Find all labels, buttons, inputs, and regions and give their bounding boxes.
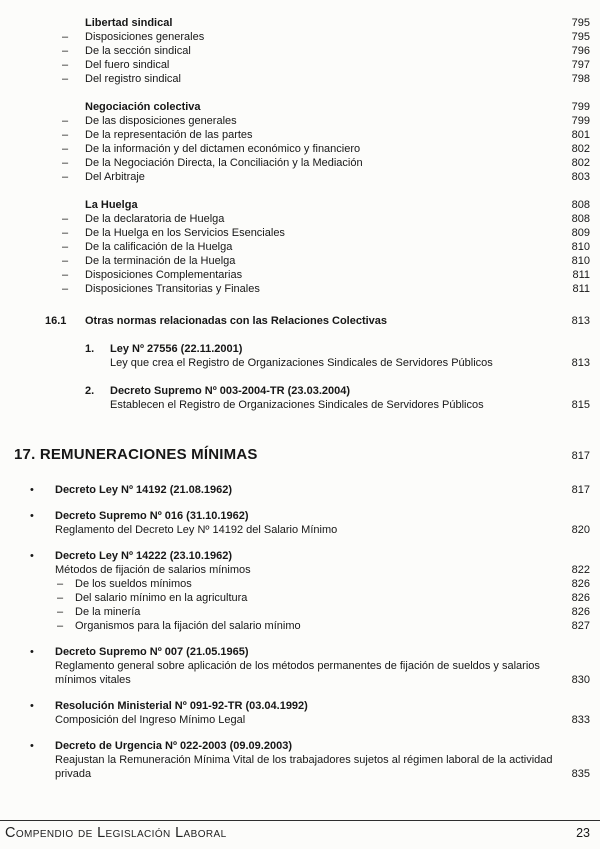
toc-item [62, 44, 590, 58]
dash-marker: – [62, 143, 69, 155]
toc-group-heading [85, 100, 590, 114]
page-number: 830 [571, 674, 590, 686]
toc-item [62, 156, 590, 170]
entry-title-row [30, 645, 590, 659]
toc-item [62, 128, 590, 142]
chapter-entries [30, 483, 590, 781]
entry-desc-row [55, 713, 590, 727]
toc-item [62, 170, 590, 184]
toc-item-label: De la declaratoria de Huelga [85, 213, 225, 225]
footer-row [0, 821, 600, 849]
entry-title-row [30, 549, 590, 563]
page-number: 820 [571, 524, 590, 536]
dash-marker: – [62, 213, 69, 225]
dash-marker: – [62, 115, 69, 127]
entry-description: Reajustan la Remuneración Mínima Vital de los trabajadores sujetos al régimen laboral de la actividad privada [55, 754, 553, 780]
page-number: 797 [571, 59, 590, 71]
bullet-icon: • [30, 550, 34, 562]
table-of-contents [0, 16, 590, 781]
toc-entry-dl-14192 [30, 483, 590, 497]
toc-item-label: De la información y del dictamen económico y financiero [85, 143, 361, 155]
toc-entry-dl-14222 [30, 549, 590, 633]
entry-title-row [30, 739, 590, 753]
page-number: 826 [571, 606, 590, 618]
toc-item-label: De la Huelga en los Servicios Esenciales [85, 227, 285, 239]
bullet-icon: • [30, 510, 34, 522]
toc-item-label: De la minería [75, 606, 141, 618]
toc-item-label: De la sección sindical [85, 45, 191, 57]
bullet-icon: • [30, 484, 34, 496]
page-number: 813 [571, 357, 590, 369]
toc-item-label: Del Arbitraje [85, 171, 145, 183]
dash-marker: – [57, 620, 64, 632]
dash-marker: – [57, 606, 64, 618]
entry-title: Resolución Ministerial Nº 091-92-TR (03.04.1992) [55, 700, 308, 712]
toc-entry-rm-091-92 [30, 699, 590, 727]
toc-item [62, 58, 590, 72]
page-number: 817 [571, 450, 590, 462]
entry-title: Ley Nº 27556 (22.11.2001) [110, 343, 243, 355]
page-number: 826 [571, 592, 590, 604]
toc-item-label: De las disposiciones generales [85, 115, 237, 127]
dash-marker: – [62, 227, 69, 239]
page-number: 796 [571, 45, 590, 57]
toc-group-title: La Huelga [85, 199, 138, 211]
toc-item [62, 254, 590, 268]
entry-desc-row [55, 563, 590, 577]
bullet-icon: • [30, 700, 34, 712]
page-number: 803 [571, 171, 590, 183]
toc-item [57, 591, 590, 605]
page-number: 810 [571, 255, 590, 267]
entry-description: Ley que crea el Registro de Organizaciones Sindicales de Servidores Públicos [110, 357, 493, 369]
entry-title: Decreto Ley Nº 14222 (23.10.1962) [55, 550, 233, 562]
entry-title-row [30, 483, 590, 497]
toc-entry-ley-27556 [85, 342, 590, 370]
footer-book-title: Compendio de Legislación Laboral [5, 825, 227, 841]
entry-title-row [85, 384, 590, 398]
dash-marker: – [62, 241, 69, 253]
dash-marker: – [62, 157, 69, 169]
entry-description: Reglamento general sobre aplicación de los métodos permanentes de fijación de sueldos y salarios mínimos vitales [55, 660, 540, 686]
dash-marker: – [62, 31, 69, 43]
page-number: 808 [571, 199, 590, 211]
toc-item [62, 114, 590, 128]
entry-description: Métodos de fijación de salarios mínimos [55, 564, 251, 576]
entry-desc-row [110, 398, 590, 412]
page-number: 798 [571, 73, 590, 85]
toc-item-label: Disposiciones Transitorias y Finales [85, 283, 260, 295]
toc-item-label: De la representación de las partes [85, 129, 253, 141]
page-footer [0, 820, 600, 849]
bullet-icon: • [30, 646, 34, 658]
dash-marker: – [62, 73, 69, 85]
section-title: Otras normas relacionadas con las Relaciones Colectivas [85, 315, 388, 327]
dash-marker: – [62, 59, 69, 71]
page-number: 799 [571, 101, 590, 113]
entry-title-row [30, 509, 590, 523]
toc-item-label: De los sueldos mínimos [75, 578, 192, 590]
entry-description: Reglamento del Decreto Ley Nº 14192 del Salario Mínimo [55, 524, 338, 536]
page-number: 802 [571, 143, 590, 155]
page-number: 802 [571, 157, 590, 169]
page-number: 799 [571, 115, 590, 127]
toc-entry-ds-007 [30, 645, 590, 687]
toc-item [62, 240, 590, 254]
section-number: 16.1 [45, 315, 67, 327]
section-heading-row [45, 314, 590, 328]
toc-group-heading [85, 198, 590, 212]
entry-number: 1. [85, 343, 95, 355]
page-number: 833 [571, 714, 590, 726]
toc-group-title: Libertad sindical [85, 17, 173, 29]
toc-item-label: Del fuero sindical [85, 59, 170, 71]
page-number: 835 [571, 768, 590, 780]
chapter-title: 17. REMUNERACIONES MÍNIMAS [14, 446, 258, 463]
page-number: 810 [571, 241, 590, 253]
entry-desc-row [55, 659, 590, 687]
toc-item [62, 226, 590, 240]
toc-group-libertad-sindical [62, 16, 590, 86]
dash-marker: – [62, 171, 69, 183]
toc-item-label: De la calificación de la Huelga [85, 241, 233, 253]
toc-section-16-1 [45, 314, 590, 412]
entry-desc-row [55, 523, 590, 537]
toc-item-label: Del salario mínimo en la agricultura [75, 592, 248, 604]
page-number: 808 [571, 213, 590, 225]
toc-item [62, 142, 590, 156]
entry-description: Establecen el Registro de Organizaciones Sindicales de Servidores Públicos [110, 399, 484, 411]
entry-title-row [30, 699, 590, 713]
page-number: 795 [571, 31, 590, 43]
toc-item [57, 605, 590, 619]
page-number: 813 [571, 315, 590, 327]
toc-item [62, 268, 590, 282]
toc-entry-du-022-2003 [30, 739, 590, 781]
page-number: 795 [571, 17, 590, 29]
dash-marker: – [57, 578, 64, 590]
footer-page-number: 23 [576, 826, 590, 840]
page-number: 809 [571, 227, 590, 239]
toc-item-label: Disposiciones generales [85, 31, 205, 43]
dash-marker: – [62, 129, 69, 141]
page-number: 811 [572, 283, 590, 295]
dash-marker: – [62, 45, 69, 57]
toc-item [57, 619, 590, 633]
entry-title: Decreto de Urgencia Nº 022-2003 (09.09.2003) [55, 740, 292, 752]
toc-item [62, 72, 590, 86]
toc-group-title: Negociación colectiva [85, 101, 201, 113]
bullet-icon: • [30, 740, 34, 752]
toc-item [62, 282, 590, 296]
toc-group-heading [85, 16, 590, 30]
dash-marker: – [62, 283, 69, 295]
entry-title: Decreto Supremo Nº 016 (31.10.1962) [55, 510, 249, 522]
page-number: 811 [572, 269, 590, 281]
page-number: 815 [571, 399, 590, 411]
entry-subitems [57, 577, 590, 633]
toc-item [62, 30, 590, 44]
entry-title: Decreto Ley Nº 14192 (21.08.1962) [55, 484, 233, 496]
toc-item-label: De la Negociación Directa, la Conciliación y la Mediación [85, 157, 363, 169]
toc-item-label: Organismos para la fijación del salario mínimo [75, 620, 301, 632]
toc-item-label: Del registro sindical [85, 73, 181, 85]
page-number: 801 [571, 129, 590, 141]
toc-group-negociacion-colectiva [62, 100, 590, 184]
page-number: 822 [571, 564, 590, 576]
toc-group-la-huelga [62, 198, 590, 296]
entry-title: Decreto Supremo Nº 003-2004-TR (23.03.2004) [110, 385, 351, 397]
entry-number: 2. [85, 385, 95, 397]
page-number: 827 [571, 620, 590, 632]
entry-title-row [85, 342, 590, 356]
page-number: 817 [571, 484, 590, 496]
chapter-heading-row [14, 448, 590, 463]
entry-desc-row [110, 356, 590, 370]
entry-desc-row [55, 753, 590, 781]
entry-description: Composición del Ingreso Mínimo Legal [55, 714, 246, 726]
page-number: 826 [571, 578, 590, 590]
toc-item-label: De la terminación de la Huelga [85, 255, 236, 267]
dash-marker: – [62, 255, 69, 267]
entry-title: Decreto Supremo Nº 007 (21.05.1965) [55, 646, 249, 658]
toc-entry-ds-016 [30, 509, 590, 537]
dash-marker: – [57, 592, 64, 604]
toc-item-label: Disposiciones Complementarias [85, 269, 243, 281]
toc-entry-ds-003-2004 [85, 384, 590, 412]
toc-item [62, 212, 590, 226]
dash-marker: – [62, 269, 69, 281]
toc-item [57, 577, 590, 591]
